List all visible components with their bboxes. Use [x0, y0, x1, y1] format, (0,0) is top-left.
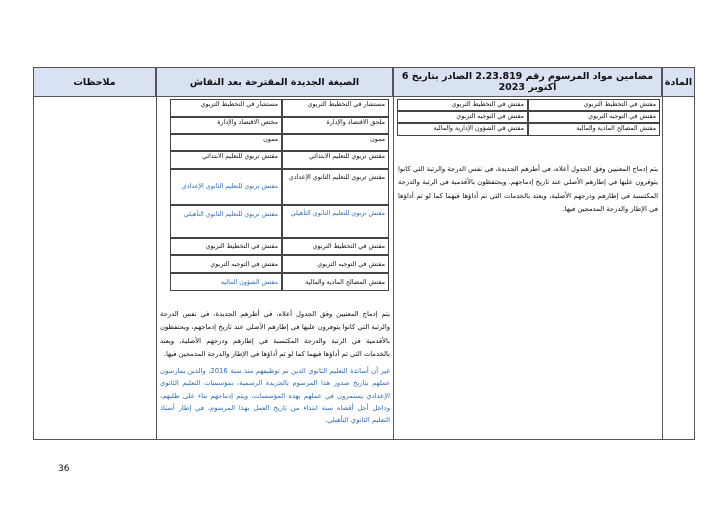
cell-text: مفتش تربوي للتعليم الثانوي التأهيلي: [290, 210, 385, 217]
proposed-table-cell: [282, 238, 389, 255]
proposed-table-cell: [282, 273, 389, 291]
cell-text: مستشار في التخطيط التربوي: [200, 101, 278, 108]
proposed-table-cell: [282, 255, 389, 273]
proposed-table-cell: [282, 169, 389, 205]
contents-table-cell: [528, 123, 660, 136]
proposed-paragraph-text: يتم إدماج المعنيين وفق الجدول أعلاه، في أطرهم الجديدة، في نفس الدرجة والرتبة التي كانوا يتوفرون عليها في إطارهم الأصلي عند تاريخ إدماجهم، ويحتفظون بالأقدمية في الرتبة والدرجة المكتسبة في إطارهم ودرجهم الأصلية، ويعتد بالخدمات التي تم أداؤها فيهما كما لو تم أداؤها في الإطار والدرجة المدمجين فيها.: [160, 310, 390, 358]
cell-text: مفتش المصالح المادية والمالية: [305, 279, 385, 286]
page-number-text: 36: [58, 464, 70, 474]
cell-text: مفتش الشؤون المالية: [220, 279, 278, 286]
proposed-table-cell: [170, 134, 282, 151]
proposed-table-cell: [170, 117, 282, 134]
header-proposed-label: الصيغة الجديدة المقترحة بعد النقاش: [189, 76, 360, 88]
page-number: [58, 464, 69, 474]
cell-text: ممون: [263, 136, 278, 143]
cell-text: مستشار في التخطيط التربوي: [307, 101, 385, 108]
cell-text: مختص الاقتصاد والإدارة: [217, 119, 278, 126]
proposed-table-cell: [170, 273, 282, 291]
proposed-table-cell: [170, 99, 282, 117]
header-article-label: المادة: [664, 76, 693, 88]
cell-text: مفتش في التوجيه التربوي: [317, 261, 385, 268]
cell-text: ممون: [370, 136, 385, 143]
proposed-paragraph: [160, 308, 390, 362]
proposed-table-cell: [282, 99, 389, 117]
contents-table-cell: [528, 99, 660, 111]
proposed-table-cell: [170, 169, 282, 205]
cell-text: مفتش تربوي للتعليم الابتدائي: [202, 153, 278, 160]
cell-text: مفتش في التوجيه التربوي: [456, 113, 524, 120]
cell-text: ملحق الاقتصاد والإدارة: [326, 119, 385, 126]
contents-paragraph: [398, 163, 658, 225]
header-contents-label: مضامين مواد المرسوم رقم 2.23.819 الصادر بتاريخ 6 أكتوبر 2023: [401, 71, 654, 93]
cell-text: مفتش في التخطيط التربوي: [583, 101, 656, 108]
header-notes: [33, 67, 156, 97]
proposed-paragraph-amendment-text: غير أن أساتذة التعليم الثانوي الذين تم توظيفهم منذ سنة 2016، والذين يمارسون عملهم بتاريخ صدور هذا المرسوم بالجريدة الرسمية، بمؤسسات التعليم الثانوي الإعدادي يستمرون في عملهم بهذه المؤسسات، ويتم إدماجهم بناء على طلبهم، وداخل أجل أقصاه سنة ابتداء من تاريخ العمل بهذا المرسوم، في إطار أستاذ التعليم الثانوي التأهيلي.: [160, 367, 390, 425]
cell-text: مفتش في التخطيط التربوي: [312, 243, 385, 250]
cell-text: مفتش في التخطيط التربوي: [205, 243, 278, 250]
column-divider-article: [662, 97, 663, 440]
column-divider-proposed: [156, 97, 157, 440]
header-article: [662, 67, 695, 97]
proposed-table-cell: [282, 117, 389, 134]
cell-text: مفتش المصالح المادية والمالية: [576, 125, 656, 132]
cell-text: مفتش تربوي للتعليم الثانوي التأهيلي: [183, 211, 278, 218]
frame-right-border: [694, 97, 695, 440]
contents-paragraph-text: يتم إدماج المعنيين وفق الجدول أعلاه، في أطرهم الجديدة، في نفس الدرجة والرتبة التي كانوا يتوفرون عليها في إطارهم الأصلي عند تاريخ إدماجهم. ويحتفظون بالأقدمية في الرتبة والدرجة المكتسبة في إطارهم ودرجهم الأصلية، ويعتد بالخدمات التي تم أداؤها فيهما كما لو تم أداؤها في الإطار والدرجة المدمجين فيها.: [398, 165, 658, 213]
frame-left-border: [33, 97, 34, 440]
header-proposed: [156, 67, 393, 97]
proposed-table-cell: [282, 205, 389, 238]
cell-text: مفتش في الشؤون الإدارية والمالية: [433, 125, 524, 132]
frame-bottom-border: [33, 439, 695, 440]
proposed-paragraph-amendment: [160, 365, 390, 437]
cell-text: مفتش تربوي للتعليم الثانوي الإعدادي: [181, 183, 278, 190]
cell-text: مفتش تربوي للتعليم الابتدائي: [309, 153, 385, 160]
column-divider-contents: [393, 97, 394, 440]
cell-text: مفتش في التخطيط التربوي: [451, 101, 524, 108]
contents-table-cell: [397, 123, 528, 136]
cell-text: مفتش في التوجيه التربوي: [588, 113, 656, 120]
contents-table-cell: [528, 111, 660, 123]
header-contents: [393, 67, 662, 97]
proposed-table-cell: [170, 238, 282, 255]
proposed-table-cell: [282, 151, 389, 169]
cell-text: مفتش في التوجيه التربوي: [210, 261, 278, 268]
contents-table-cell: [397, 111, 528, 123]
cell-text: مفتش تربوي للتعليم الثانوي الإعدادي: [288, 174, 385, 181]
proposed-table-cell: [282, 134, 389, 151]
proposed-table-cell: [170, 205, 282, 238]
proposed-table-cell: [170, 151, 282, 169]
proposed-table-cell: [170, 255, 282, 273]
header-notes-label: ملاحظات: [73, 76, 116, 88]
contents-table-cell: [397, 99, 528, 111]
